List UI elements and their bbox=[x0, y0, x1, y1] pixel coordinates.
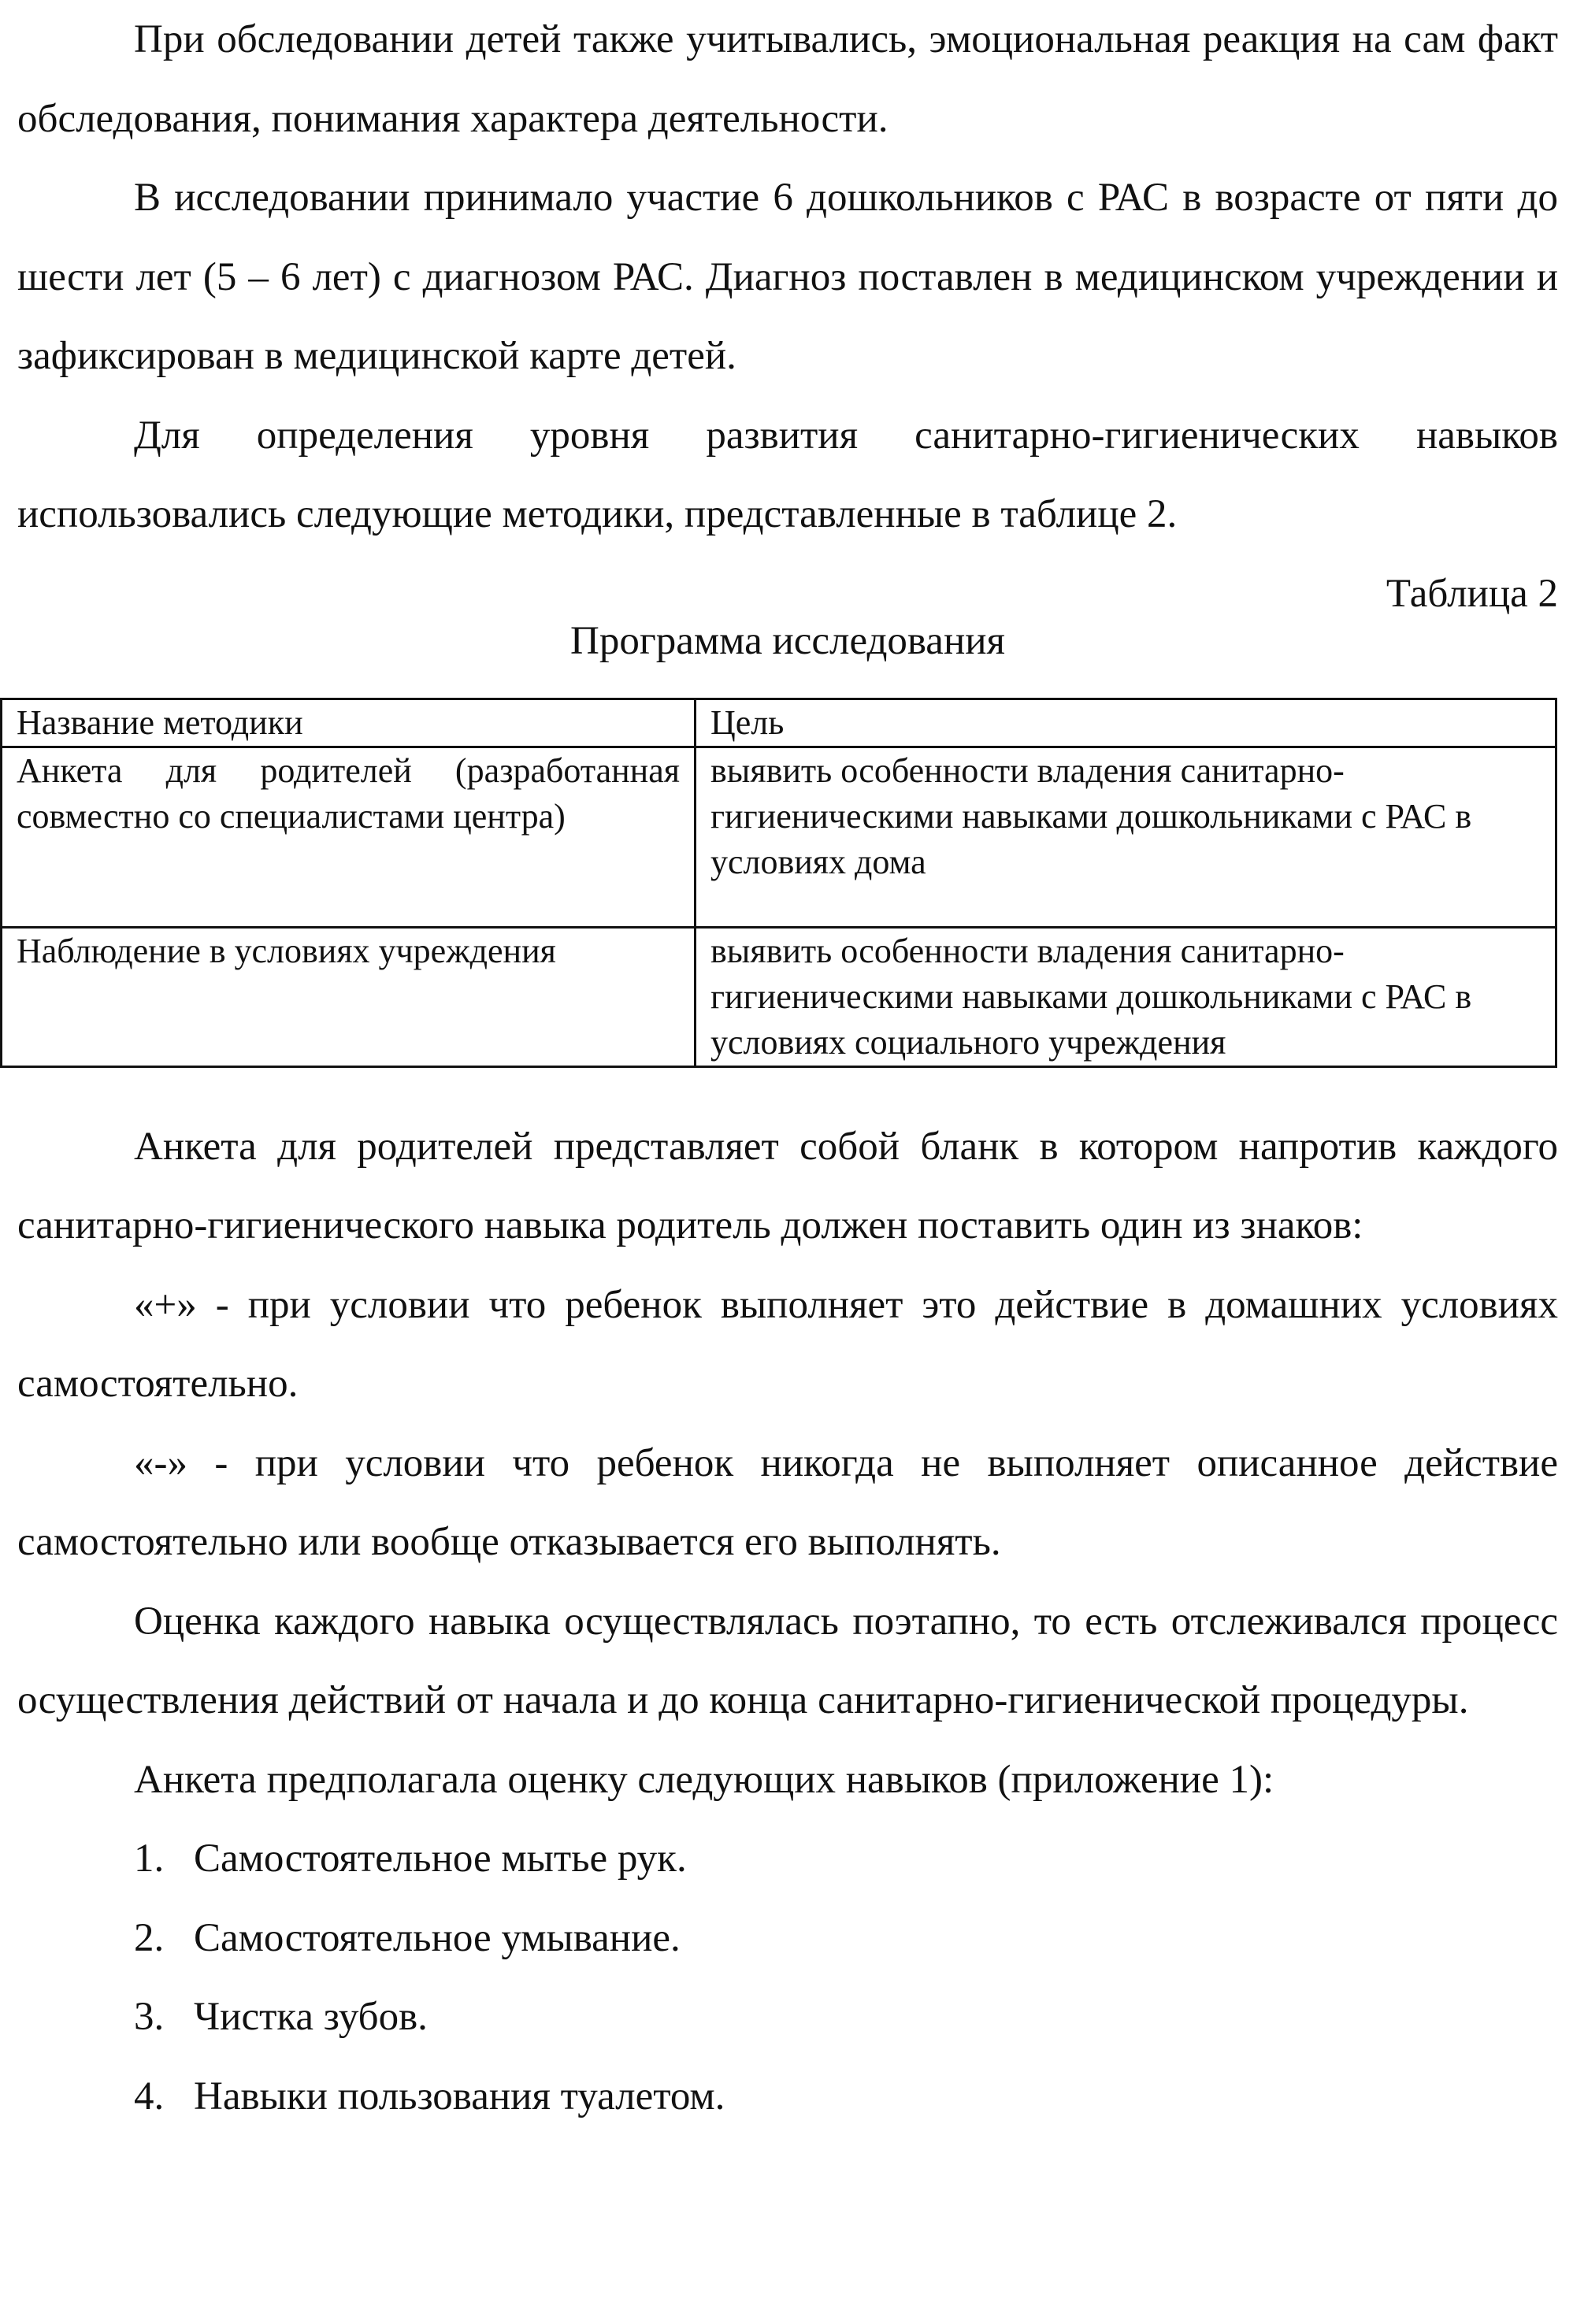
paragraph-plus-sign: «+» - при условии что ребенок выполняет это действие в домашних условиях самостоятельно. bbox=[17, 1282, 1558, 1406]
list-item-number: 3. bbox=[134, 1995, 165, 2039]
list-item-number: 1. bbox=[134, 1837, 165, 1881]
table-title: Программа исследования bbox=[570, 618, 1005, 663]
table-cell-goal: выявить особенности владения санитарно-гигиеническими навыками дошкольниками с РАС в условиях дома bbox=[696, 747, 1556, 927]
list-item-text: Чистка зубов. bbox=[194, 1995, 428, 2039]
research-program-table bbox=[0, 698, 1557, 1068]
list-item bbox=[17, 1977, 1558, 2057]
document-page bbox=[17, 0, 1558, 2136]
list-item bbox=[17, 2057, 1558, 2137]
table-header-method: Название методики bbox=[2, 699, 696, 747]
table-cell-goal: выявить особенности владения санитарно-гигиеническими навыками дошкольниками с РАС в условиях социального учреждения bbox=[696, 927, 1556, 1066]
list-item-number: 4. bbox=[134, 2074, 165, 2118]
table-cell-method: Анкета для родителей (разработанная совместно со специалистами центра) bbox=[2, 747, 696, 927]
paragraph-skills-intro: Анкета предполагала оценку следующих навыков (приложение 1): bbox=[134, 1757, 1274, 1802]
table-header-row bbox=[2, 699, 1556, 747]
paragraph-examination-factors: При обследовании детей также учитывались, эмоциональная реакция на сам факт обследования, понимания характера деятельности. bbox=[17, 17, 1558, 141]
list-item-text: Самостоятельное умывание. bbox=[194, 1915, 681, 1960]
list-item-text: Самостоятельное мытье рук. bbox=[194, 1837, 687, 1881]
list-item-number: 2. bbox=[134, 1915, 165, 1960]
table-cell-method: Наблюдение в условиях учреждения bbox=[2, 927, 696, 1066]
table-header-goal: Цель bbox=[696, 699, 1556, 747]
list-item bbox=[17, 1899, 1558, 1978]
paragraph-assessment-stages: Оценка каждого навыка осуществлялась поэтапно, то есть отслеживался процесс осуществления действий от начала и до конца санитарно-гигиенической процедуры. bbox=[17, 1599, 1558, 1722]
paragraph-participants: В исследовании принимало участие 6 дошкольников с РАС в возрасте от пяти до шести лет (5 – 6 лет) с диагнозом РАС. Диагноз поставлен в медицинском учреждении и зафиксирован в медицинской карте детей. bbox=[17, 176, 1558, 378]
paragraph-questionnaire-description: Анкета для родителей представляет собой бланк в котором напротив каждого санитарно-гигиенического навыка родитель должен поставить один из знаков: bbox=[17, 1124, 1558, 1247]
table-row bbox=[2, 927, 1556, 1066]
list-item bbox=[17, 1819, 1558, 1899]
table-row bbox=[2, 747, 1556, 927]
skills-list bbox=[17, 1819, 1558, 2136]
table-label: Таблица 2 bbox=[1386, 571, 1558, 616]
list-item-text: Навыки пользования туалетом. bbox=[194, 2074, 725, 2118]
paragraph-minus-sign: «-» - при условии что ребенок никогда не выполняет описанное действие самостоятельно или вообще отказывается его выполнять. bbox=[17, 1440, 1558, 1564]
paragraph-methods-intro: Для определения уровня развития санитарно-гигиенических навыков использовались следующие методики, представленные в таблице 2. bbox=[17, 413, 1558, 536]
